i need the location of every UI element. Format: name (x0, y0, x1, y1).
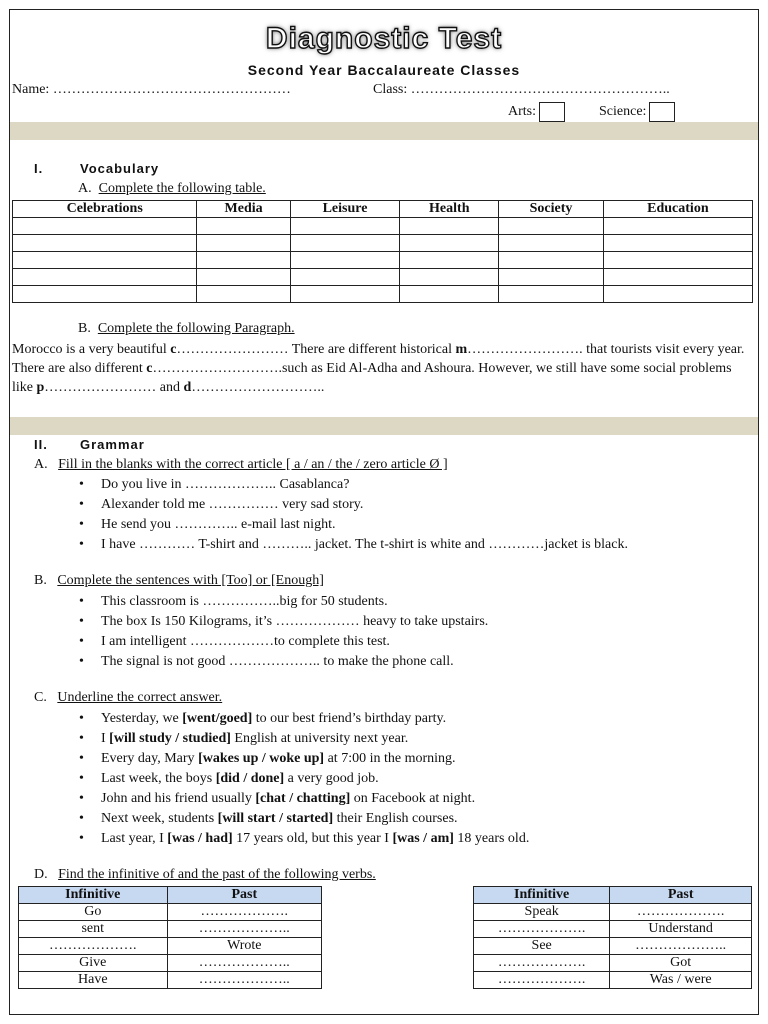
blank-cell[interactable] (603, 286, 752, 303)
list-item[interactable]: • Do you live in ……………….. Casablanca? (10, 475, 628, 495)
list-item[interactable]: • Alexander told me …………… very sad story. (10, 495, 628, 515)
paragraph-blank[interactable]: …………………… There are different historical (176, 342, 456, 357)
table-row (474, 938, 752, 955)
vocabulary-heading (34, 161, 159, 176)
verb-cell: Got (610, 955, 752, 972)
grammar-c-text: Underline the correct answer. (57, 690, 223, 705)
grammar-b-list (10, 592, 488, 672)
blank-cell[interactable] (499, 252, 604, 269)
blank-cell[interactable] (400, 269, 499, 286)
list-item[interactable] (10, 789, 529, 809)
table-row (19, 972, 322, 989)
test-subtitle: Second Year Baccalaureate Classes (247, 62, 521, 78)
grammar-d-instruction (34, 867, 376, 883)
table-row (19, 938, 322, 955)
table-row (13, 252, 753, 269)
paragraph-hint: d (183, 380, 192, 395)
blank-cell[interactable] (499, 235, 604, 252)
blank-cell[interactable] (13, 235, 197, 252)
blank-cell[interactable] (13, 218, 197, 235)
answer-choices[interactable]: [will study / studied] (109, 731, 231, 746)
item-text: English at university next year. (230, 731, 409, 746)
blank-cell[interactable] (603, 252, 752, 269)
section-divider (10, 122, 758, 140)
blank-cell[interactable] (197, 269, 290, 286)
verb-cell: sent (19, 921, 168, 938)
grammar-b-letter: B. (34, 573, 47, 588)
science-checkbox[interactable] (649, 102, 675, 122)
item-text: 17 years old, but this year I (232, 831, 393, 846)
list-item[interactable]: • The signal is not good ……………….. to make the phone call. (10, 652, 488, 672)
blank-cell[interactable] (290, 235, 400, 252)
class-field[interactable] (373, 82, 670, 98)
vocabulary-title: Vocabulary (80, 161, 160, 176)
answer-choices[interactable]: [will start / started] (217, 811, 334, 826)
table-row (474, 921, 752, 938)
blank-cell[interactable] (499, 269, 604, 286)
item-text: Every day, Mary (101, 751, 199, 766)
table-row (13, 269, 753, 286)
item-text: on Facebook at night. (350, 791, 476, 806)
answer-choices[interactable]: [went/goed] (182, 711, 253, 726)
list-item[interactable] (10, 829, 529, 849)
verb-table-body (474, 904, 752, 989)
verb-cell: Give (19, 955, 168, 972)
answer-choices[interactable]: [was / am] (392, 831, 454, 846)
item-text: a very good job. (284, 771, 379, 786)
name-field[interactable] (12, 82, 291, 98)
section-divider (10, 417, 758, 435)
grammar-d-text: Find the infinitive of and the past of the following verbs. (58, 867, 376, 882)
verb-table-left (18, 886, 322, 989)
blank-cell[interactable]: ……………….. (167, 921, 321, 938)
blank-cell[interactable]: ………………. (610, 904, 752, 921)
blank-cell[interactable] (603, 218, 752, 235)
blank-cell[interactable] (13, 269, 197, 286)
paragraph-text: Morocco is a very beautiful (12, 342, 171, 357)
item-text: to our best friend’s birthday party. (252, 711, 447, 726)
vocab-a-letter: A. (78, 181, 92, 196)
science-option (599, 102, 675, 122)
grammar-a-list (10, 475, 628, 555)
blank-cell[interactable] (400, 286, 499, 303)
verb-cell: Go (19, 904, 168, 921)
blank-cell[interactable]: ………………. (474, 972, 610, 989)
item-text: John and his friend usually (101, 791, 256, 806)
column-header: Infinitive (474, 887, 610, 904)
grammar-c-letter: C. (34, 690, 47, 705)
column-header: Leisure (290, 201, 400, 218)
blank-cell[interactable] (400, 235, 499, 252)
verb-table-header (474, 887, 752, 904)
vocab-a-instruction (78, 181, 266, 197)
paragraph-blank[interactable]: ……………………. that tourists visit every year. (467, 342, 745, 357)
blank-cell[interactable] (499, 218, 604, 235)
paragraph-line (12, 378, 752, 397)
table-row (474, 904, 752, 921)
item-text: at 7:00 in the morning. (324, 751, 456, 766)
vocab-paragraph (12, 340, 752, 397)
blank-cell[interactable]: ……………….. (610, 938, 752, 955)
paragraph-blank[interactable]: ……………………….such as Eid Al-Adha and Ashoura. However, we still have some social problems (152, 361, 732, 376)
paragraph-hint: m (455, 342, 468, 357)
table-row (474, 972, 752, 989)
class-label: Class: (373, 82, 408, 97)
blank-cell[interactable] (13, 286, 197, 303)
blank-cell[interactable] (197, 218, 290, 235)
column-header: Society (499, 201, 604, 218)
item-text: their English courses. (333, 811, 458, 826)
grammar-b-text: Complete the sentences with [Too] or [Enough] (57, 573, 324, 588)
vocabulary-table-body (13, 218, 753, 303)
vocab-b-text: Complete the following Paragraph. (97, 321, 295, 336)
column-header: Infinitive (19, 887, 168, 904)
list-item[interactable] (10, 709, 529, 729)
blank-cell[interactable]: ………………. (19, 938, 168, 955)
list-item[interactable] (10, 749, 529, 769)
blank-cell[interactable] (13, 252, 197, 269)
arts-label: Arts: (508, 104, 536, 120)
answer-choices[interactable]: [chat / chatting] (255, 791, 351, 806)
paragraph-hint: p (36, 380, 45, 395)
paragraph-hint: c (170, 342, 177, 357)
science-label: Science: (599, 104, 647, 120)
table-row (19, 955, 322, 972)
grammar-c-instruction (34, 690, 222, 706)
blank-cell[interactable] (290, 218, 400, 235)
blank-cell[interactable] (400, 252, 499, 269)
blank-cell[interactable]: ……………….. (167, 955, 321, 972)
verb-table-right (473, 886, 752, 989)
grammar-number: II. (34, 437, 48, 452)
table-row (13, 235, 753, 252)
paragraph-text: like (12, 380, 37, 395)
item-text: Last year, I (101, 831, 168, 846)
item-text: Last week, the boys (101, 771, 216, 786)
vocab-a-text: Complete the following table. (98, 181, 266, 196)
blank-cell[interactable] (197, 252, 290, 269)
item-text: I (101, 731, 110, 746)
vocab-b-instruction (78, 321, 295, 337)
blank-cell[interactable]: ………………. (167, 904, 321, 921)
list-item[interactable] (10, 729, 529, 749)
verb-table-header (19, 887, 322, 904)
table-row (13, 286, 753, 303)
column-header: Celebrations (13, 201, 197, 218)
verb-cell: See (474, 938, 610, 955)
vocabulary-table (12, 200, 753, 303)
table-row (474, 955, 752, 972)
blank-cell[interactable]: ……………….. (167, 972, 321, 989)
name-dots: …………………………………………… (52, 82, 291, 97)
verb-cell: Understand (610, 921, 752, 938)
column-header: Media (197, 201, 290, 218)
list-item[interactable]: • He send you ………….. e-mail last night. (10, 515, 628, 535)
list-item[interactable] (10, 809, 529, 829)
list-item[interactable]: • I am intelligent ………………to complete this test. (10, 632, 488, 652)
blank-cell[interactable] (290, 286, 400, 303)
list-item[interactable]: • I have ………… T-shirt and ……….. jacket. The t-shirt is white and …………jacket is black. (10, 535, 628, 555)
paragraph-text: There are also different (12, 361, 147, 376)
paragraph-line (12, 340, 752, 359)
blank-cell[interactable]: ………………. (474, 921, 610, 938)
table-row (19, 921, 322, 938)
blank-cell[interactable] (499, 286, 604, 303)
verb-cell: Have (19, 972, 168, 989)
column-header: Past (610, 887, 752, 904)
list-item[interactable] (10, 769, 529, 789)
blank-cell[interactable] (197, 286, 290, 303)
blank-cell[interactable] (603, 269, 752, 286)
list-item[interactable]: • The box Is 150 Kilograms, it’s ……………… heavy to take upstairs. (10, 612, 488, 632)
paragraph-hint: c (146, 361, 153, 376)
verb-cell: Speak (474, 904, 610, 921)
verb-table-body (19, 904, 322, 989)
list-item[interactable]: • This classroom is ……………..big for 50 students. (10, 592, 488, 612)
paragraph-line (12, 359, 752, 378)
grammar-c-list (10, 709, 529, 849)
verb-cell: Was / were (610, 972, 752, 989)
vocab-b-letter: B. (78, 321, 91, 336)
grammar-a-letter: A. (34, 457, 48, 472)
grammar-title: Grammar (80, 437, 145, 452)
test-title: Diagnostic Test (265, 22, 503, 55)
grammar-d-letter: D. (34, 867, 48, 882)
paragraph-blank[interactable]: ……………………….. (191, 380, 325, 395)
name-label: Name: (12, 82, 50, 97)
grammar-b-instruction (34, 573, 324, 589)
blank-cell[interactable] (290, 252, 400, 269)
arts-checkbox[interactable] (539, 102, 565, 122)
blank-cell[interactable] (400, 218, 499, 235)
arts-option (508, 102, 565, 122)
blank-cell[interactable] (290, 269, 400, 286)
vocabulary-number: I. (34, 161, 44, 176)
paragraph-blank[interactable]: …………………… and (44, 380, 184, 395)
column-header: Past (167, 887, 321, 904)
table-row (19, 904, 322, 921)
worksheet-page (9, 9, 759, 1015)
table-row (13, 218, 753, 235)
class-dots: ……………………………………………….. (410, 82, 670, 97)
item-text: Yesterday, we (101, 711, 183, 726)
column-header: Education (603, 201, 752, 218)
answer-choices[interactable]: [wakes up / woke up] (198, 751, 325, 766)
grammar-a-instruction (34, 457, 448, 473)
blank-cell[interactable] (603, 235, 752, 252)
blank-cell[interactable]: ………………. (474, 955, 610, 972)
item-text: Next week, students (101, 811, 218, 826)
column-header: Health (400, 201, 499, 218)
blank-cell[interactable] (197, 235, 290, 252)
verb-cell: Wrote (167, 938, 321, 955)
answer-choices[interactable]: [did / done] (215, 771, 285, 786)
grammar-a-text: Fill in the blanks with the correct article [ a / an / the / zero article Ø ] (58, 457, 448, 472)
vocabulary-table-header (13, 201, 753, 218)
grammar-heading (34, 437, 145, 452)
answer-choices[interactable]: [was / had] (167, 831, 233, 846)
item-text: 18 years old. (453, 831, 530, 846)
